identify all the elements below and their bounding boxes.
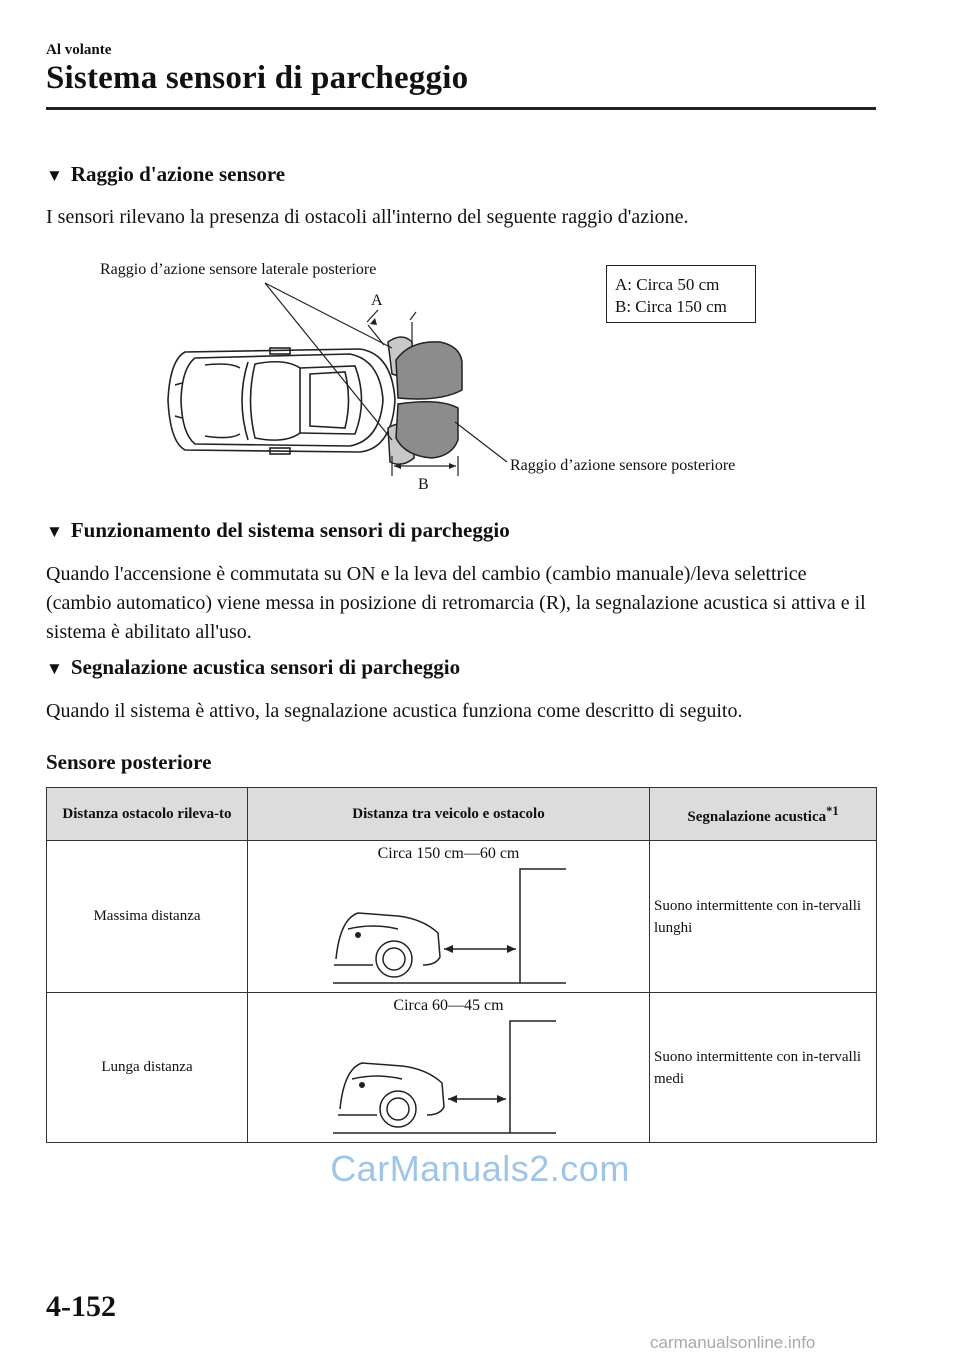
section-label: Al volante	[46, 42, 112, 58]
distance-illustration-cell	[248, 841, 650, 993]
table-row	[47, 841, 877, 993]
detected-distance-cell: Massima distanza	[47, 841, 248, 993]
distance-value: Circa 60―45 cm	[393, 997, 504, 1014]
heading-operation: ▼ Funzionamento del sistema sensori di parcheggio	[46, 518, 510, 542]
footnote-marker: *1	[826, 803, 839, 818]
heading-sensor-range: ▼ Raggio d'azione sensore	[46, 162, 286, 186]
sensor-range-diagram	[0, 250, 960, 500]
rear-sensor-table	[46, 787, 877, 1143]
side-sensor-range-label: Raggio d’azione sensore laterale posteriore	[100, 261, 377, 278]
page-number: 4-152	[46, 1290, 116, 1323]
table-row	[47, 993, 877, 1143]
watermark-logo: CarManuals2.com	[330, 1148, 630, 1189]
car-obstacle-illustration	[248, 841, 650, 993]
triangle-bullet-icon: ▼	[46, 166, 63, 185]
triangle-bullet-icon: ▼	[46, 522, 63, 541]
footer-site-watermark: carmanualsonline.info	[650, 1333, 816, 1352]
car-top-view-illustration	[0, 250, 960, 500]
legend-a: A: Circa 50 cm	[615, 275, 720, 294]
operation-text: Quando l'accensione è commutata su ON e la leva del cambio (cambio manuale)/leva selettrice (cambio automatico) viene messa in posizione di retromarcia (R), la segnalazione acustica si attiva e il sistema è abilitato all'uso.	[46, 563, 866, 643]
dimension-a-label: A	[371, 292, 383, 309]
title-divider	[46, 107, 876, 110]
header-beep: Segnalazione acustica$^{*1}$	[650, 788, 877, 841]
rear-sensor-range-label: Raggio d’azione sensore posteriore	[510, 457, 736, 474]
beep-description-cell: Suono intermittente con in-tervalli lunghi	[650, 841, 877, 993]
detected-distance-cell: Lunga distanza	[47, 993, 248, 1143]
range-text: I sensori rilevano la presenza di ostacoli all'interno del seguente raggio d'azione.	[46, 206, 689, 228]
header-detected-distance: Distanza ostacolo rileva-to	[47, 788, 248, 841]
legend-b: B: Circa 150 cm	[615, 297, 727, 316]
triangle-bullet-icon: ▼	[46, 659, 63, 678]
rear-sensor-subtitle: Sensore posteriore	[46, 750, 212, 774]
page-title: Sistema sensori di parcheggio	[46, 60, 469, 96]
header-vehicle-distance: Distanza tra veicolo e ostacolo	[248, 788, 650, 841]
distance-legend	[606, 265, 756, 323]
car-obstacle-illustration	[248, 993, 650, 1143]
distance-value: Circa 150 cm―60 cm	[377, 845, 520, 862]
beep-text: Quando il sistema è attivo, la segnalazione acustica funziona come descritto di seguito.	[46, 700, 743, 722]
dimension-b-label: B	[418, 476, 429, 493]
distance-illustration-cell	[248, 993, 650, 1143]
beep-description-cell: Suono intermittente con in-tervalli medi	[650, 993, 877, 1143]
heading-beep: ▼ Segnalazione acustica sensori di parcheggio	[46, 655, 461, 679]
table-header-row	[47, 788, 877, 841]
